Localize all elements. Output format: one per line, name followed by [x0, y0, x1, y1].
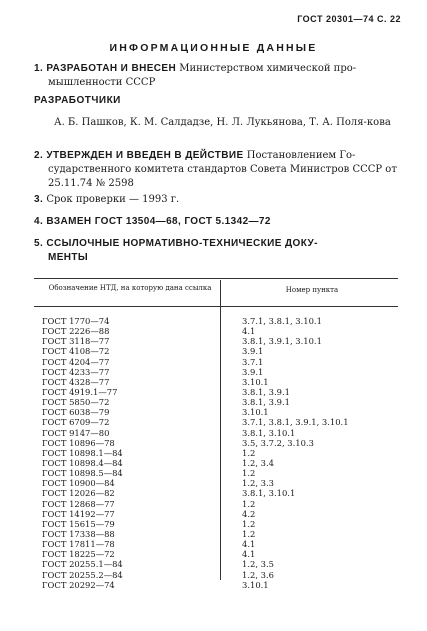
table-cell-clauses: 4.1	[242, 549, 256, 560]
table-cell-document: ГОСТ 10898.1—84	[42, 447, 123, 458]
table-row	[42, 539, 402, 549]
section-1-number: 1.	[34, 63, 44, 74]
table-cell-document: ГОСТ 12026—82	[42, 488, 115, 499]
section-3-number: 3.	[34, 194, 44, 205]
table-row	[42, 407, 402, 417]
table-row	[42, 397, 402, 407]
developers-list: А. Б. Пашков, К. М. Салдадзе, Н. Л. Лукьянова, Т. А. Поля-кова	[54, 117, 391, 128]
section-4-heading: ВЗАМЕН ГОСТ 13504—68, ГОСТ 5.1342—72	[46, 216, 271, 227]
table-cell-document: ГОСТ 10898.4—84	[42, 457, 123, 468]
table-cell-clauses: 3.10.1	[242, 407, 269, 418]
table-cell-document: ГОСТ 15615—79	[42, 518, 115, 529]
table-col2-header: Номер пункта	[285, 286, 339, 294]
table-cell-document: ГОСТ 10896—78	[42, 437, 115, 448]
table-cell-clauses: 3.7.1	[242, 356, 264, 367]
section-1-continuation: мышленности СССР	[48, 77, 156, 88]
table-cell-clauses: 4.1	[242, 326, 256, 337]
table-cell-document: ГОСТ 20255.1—84	[42, 559, 123, 570]
page-header: ГОСТ 20301—74 С. 22	[297, 14, 401, 24]
table-cell-document: ГОСТ 4233—77	[42, 366, 110, 377]
table-cell-document: ГОСТ 6038—79	[42, 407, 110, 418]
table-cell-document: ГОСТ 4328—77	[42, 376, 110, 387]
table-body	[42, 316, 402, 590]
table-cell-document: ГОСТ 18225—72	[42, 549, 115, 560]
table-cell-clauses: 1.2	[242, 518, 256, 529]
table-cell-clauses: 1.2, 3.6	[242, 569, 274, 580]
table-row	[42, 326, 402, 336]
section-5-heading: ССЫЛОЧНЫЕ НОРМАТИВНО-ТЕХНИЧЕСКИЕ ДОКУ-	[46, 238, 318, 249]
table-cell-clauses: 3.8.1, 3.10.1	[242, 488, 296, 499]
table-cell-clauses: 3.8.1, 3.9.1	[242, 397, 290, 408]
table-cell-document: ГОСТ 20292—74	[42, 579, 115, 590]
table-cell-clauses: 3.10.1	[242, 579, 269, 590]
table-cell-document: ГОСТ 6709—72	[42, 417, 110, 428]
table-cell-clauses: 3.5, 3.7.2, 3.10.3	[242, 437, 314, 448]
table-row	[42, 336, 402, 346]
table-cell-clauses: 3.7.1, 3.8.1, 3.10.1	[242, 316, 322, 326]
section-2-text: Постановлением Го-	[246, 150, 356, 161]
table-cell-clauses: 3.9.1	[242, 346, 264, 357]
table-row	[42, 549, 402, 559]
table-cell-clauses: 1.2, 3.4	[242, 457, 274, 468]
table-cell-clauses: 1.2	[242, 447, 256, 458]
table-cell-document: ГОСТ 4108—72	[42, 346, 110, 357]
table-cell-document: ГОСТ 1770—74	[42, 316, 110, 326]
table-row	[42, 478, 402, 488]
table-cell-clauses: 3.8.1, 3.10.1	[242, 427, 296, 438]
table-cell-clauses: 1.2, 3.5	[242, 559, 274, 570]
table-row	[42, 570, 402, 580]
table-cell-clauses: 3.9.1	[242, 366, 264, 377]
table-cell-clauses: 3.10.1	[242, 376, 269, 387]
table-cell-document: ГОСТ 10898.5—84	[42, 468, 123, 479]
table-row	[42, 448, 402, 458]
table-cell-clauses: 1.2, 3.3	[242, 478, 274, 489]
table-cell-clauses: 1.2	[242, 528, 256, 539]
table-row	[42, 428, 402, 438]
table-row	[42, 458, 402, 468]
table-cell-clauses: 4.1	[242, 539, 256, 550]
table-cell-document: ГОСТ 17811—78	[42, 539, 115, 550]
table-cell-clauses: 3.8.1, 3.9.1, 3.10.1	[242, 336, 322, 347]
table-cell-document: ГОСТ 12868—77	[42, 498, 115, 509]
section-5-number: 5.	[34, 238, 44, 249]
section-5-continuation: МЕНТЫ	[48, 252, 89, 263]
table-row	[42, 346, 402, 356]
section-1-text: Министерством химической про-	[179, 63, 357, 74]
table-row	[42, 387, 402, 397]
table-row	[42, 519, 402, 529]
table-row	[42, 529, 402, 539]
table-cell-document: ГОСТ 4204—77	[42, 356, 110, 367]
table-row	[42, 367, 402, 377]
section-4-number: 4.	[34, 216, 44, 227]
section-2-heading: УТВЕРЖДЕН И ВВЕДЕН В ДЕЙСТВИЕ	[46, 150, 244, 161]
section-4	[34, 215, 400, 229]
table-cell-document: ГОСТ 17338—88	[42, 528, 115, 539]
section-1	[34, 62, 400, 90]
table-col1-header: Обозначение НТД, на которую дана ссылка	[48, 284, 212, 292]
table-cell-document: ГОСТ 20255.2—84	[42, 569, 123, 580]
table-cell-clauses: 4.2	[242, 508, 256, 519]
table-cell-clauses: 1.2	[242, 498, 256, 509]
section-2	[34, 149, 400, 191]
table-cell-document: ГОСТ 5850—72	[42, 397, 110, 408]
section-2-continuation: сударственного комитета стандартов Совета Министров СССР от 25.11.74 № 2598	[48, 164, 397, 189]
table-cell-document: ГОСТ 2226—88	[42, 326, 110, 337]
table-cell-document: ГОСТ 4919.1—77	[42, 386, 118, 397]
table-row	[42, 509, 402, 519]
table-cell-clauses: 3.7.1, 3.8.1, 3.9.1, 3.10.1	[242, 417, 349, 428]
table-cell-document: ГОСТ 10900—84	[42, 478, 115, 489]
table-row	[42, 488, 402, 498]
section-5	[34, 237, 400, 265]
table-cell-document: ГОСТ 14192—77	[42, 508, 115, 519]
section-1-heading: РАЗРАБОТАН И ВНЕСЕН	[46, 63, 177, 74]
table-row	[42, 499, 402, 509]
table-row	[42, 417, 402, 427]
table-cell-document: ГОСТ 9147—80	[42, 427, 110, 438]
table-row	[42, 559, 402, 569]
table-row	[42, 377, 402, 387]
table-row	[42, 316, 402, 326]
table-cell-clauses: 1.2	[242, 468, 256, 479]
section-3-text: Срок проверки — 1993 г.	[46, 194, 180, 205]
developers-heading: РАЗРАБОТЧИКИ	[34, 95, 121, 106]
table-top-rule	[34, 278, 398, 279]
table-row	[42, 438, 402, 448]
table-cell-clauses: 3.8.1, 3.9.1	[242, 386, 290, 397]
table-header-rule	[34, 306, 398, 307]
section-3	[34, 193, 400, 207]
table-cell-document: ГОСТ 3118—77	[42, 336, 110, 347]
page-title: ИНФОРМАЦИОННЫЕ ДАННЫЕ	[109, 42, 318, 54]
table-row	[42, 468, 402, 478]
section-2-number: 2.	[34, 150, 44, 161]
table-row	[42, 357, 402, 367]
table-row	[42, 580, 402, 590]
